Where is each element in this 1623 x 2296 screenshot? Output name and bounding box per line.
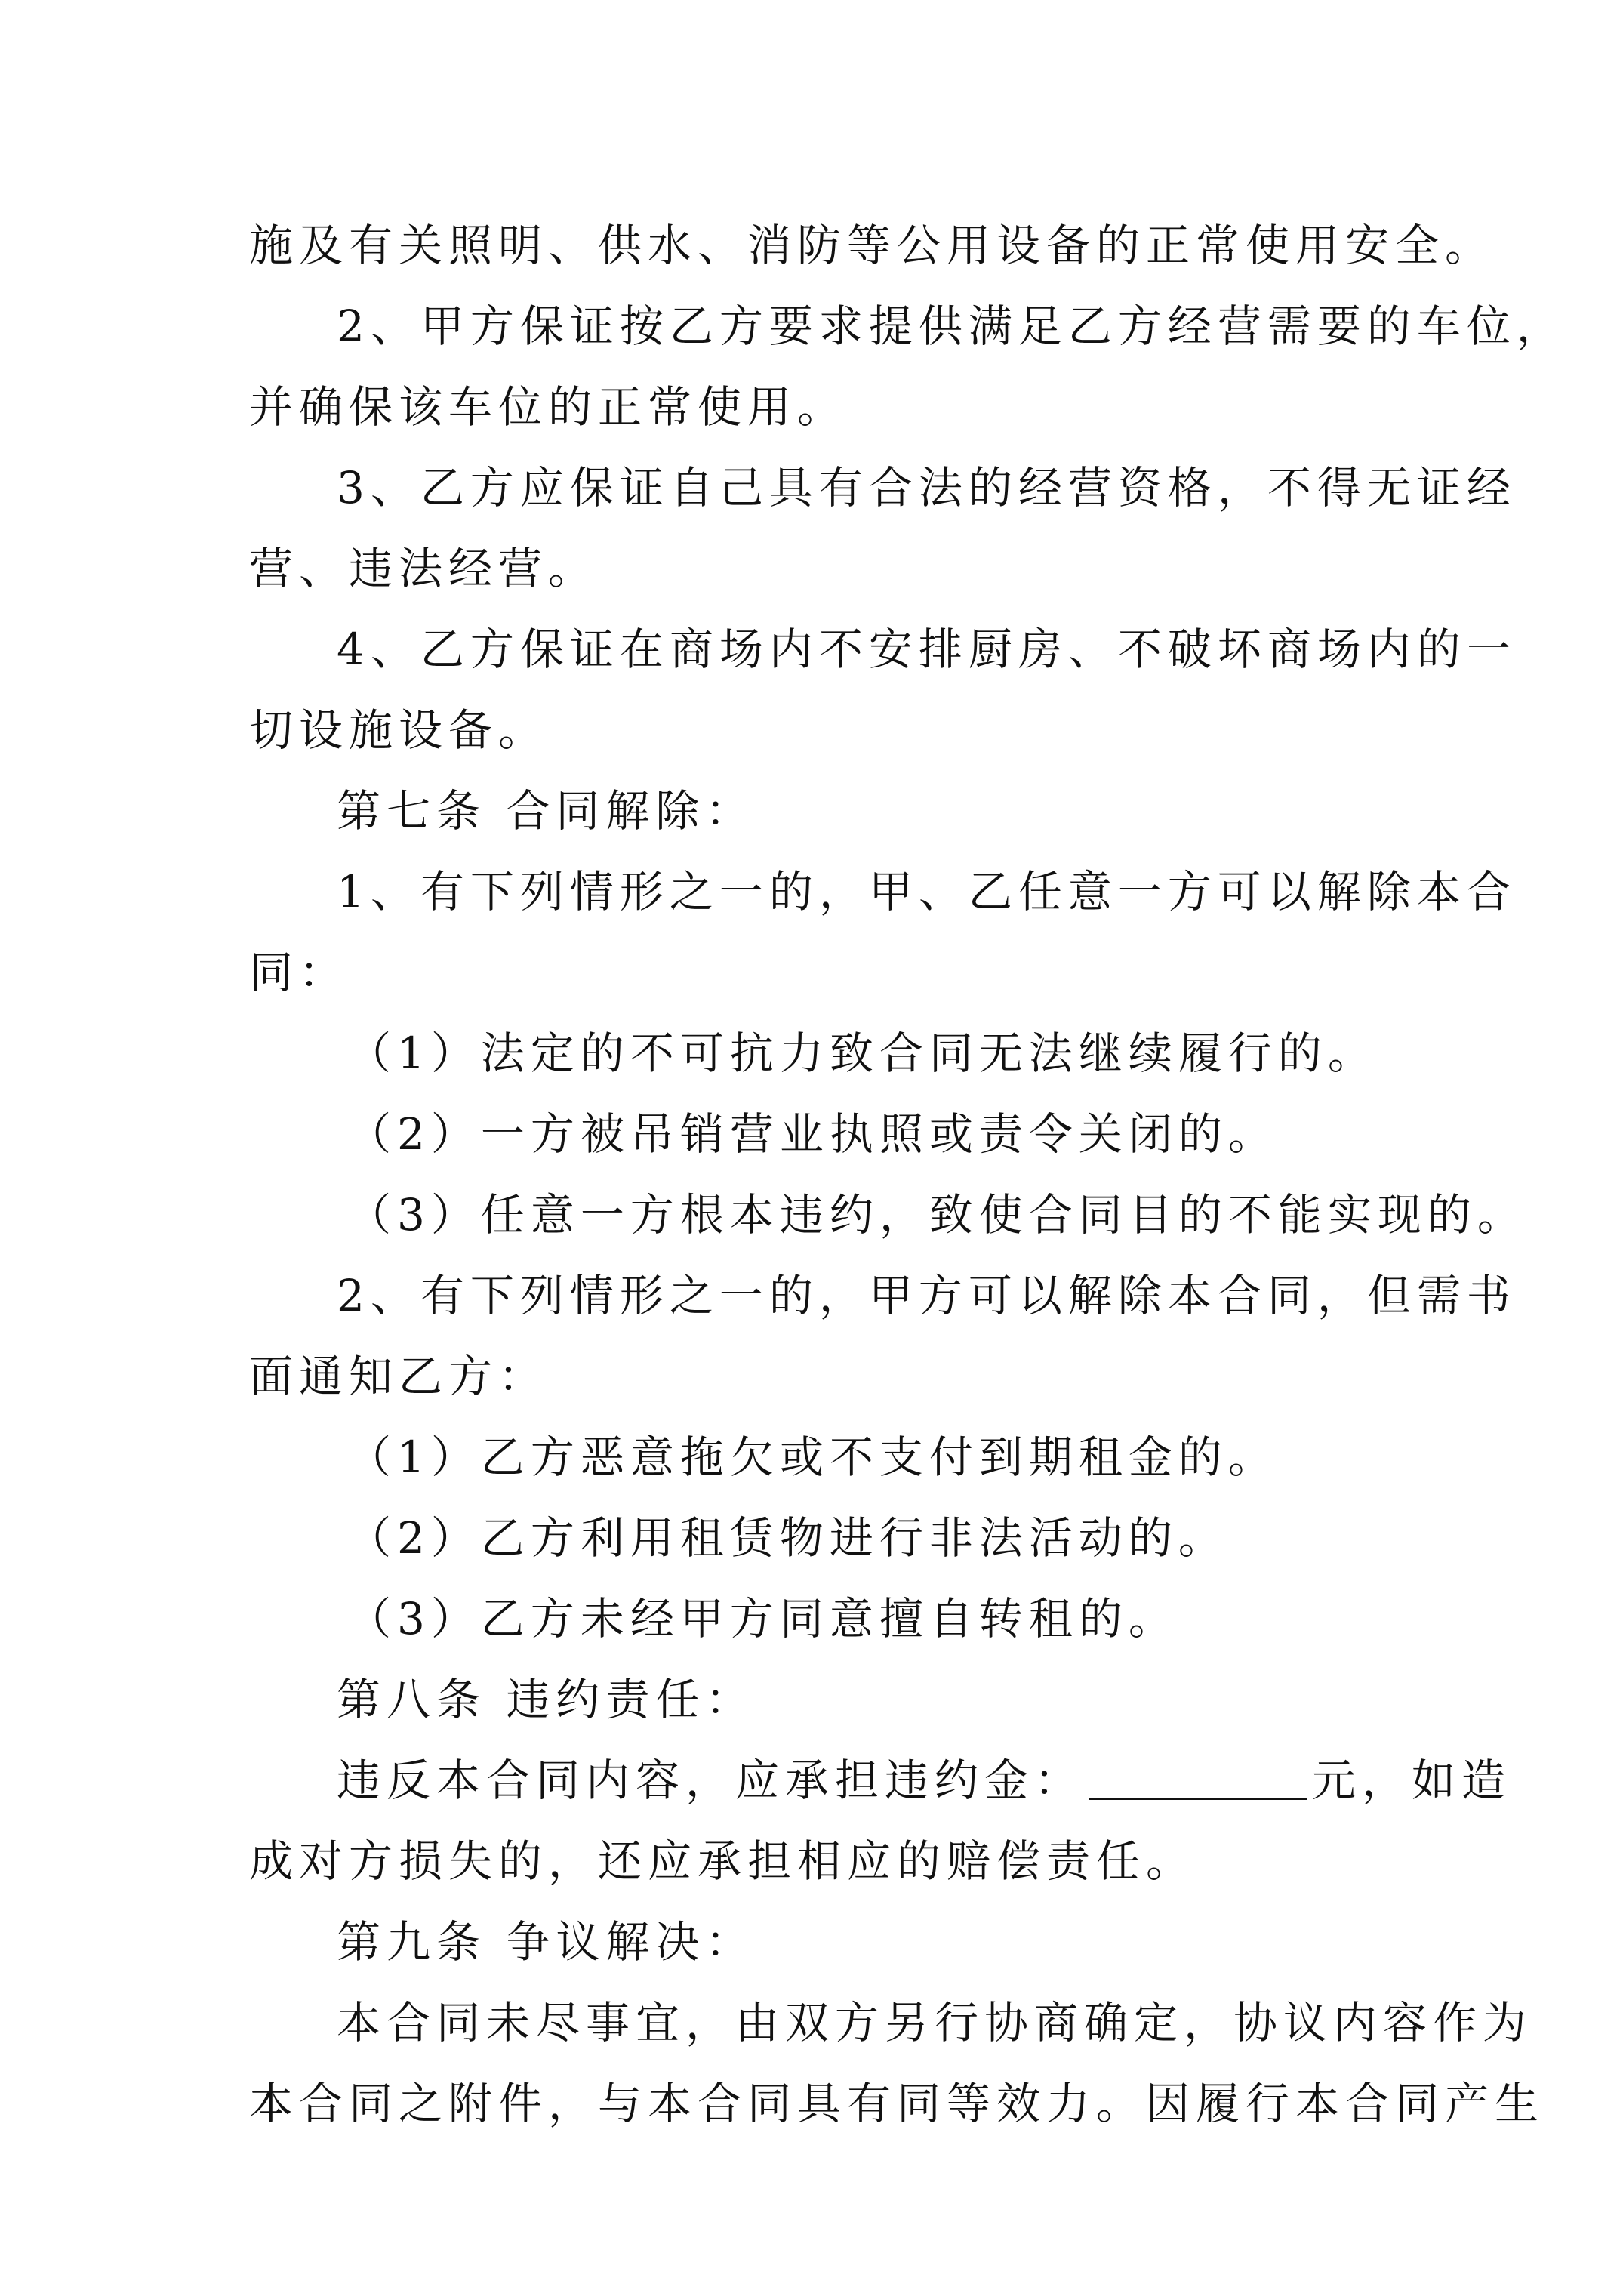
text-line: （2）一方被吊销营业执照或责令关闭的。 [347, 1108, 1278, 1160]
penalty-amount-blank [1089, 1752, 1307, 1800]
text-line: 2、有下列情形之一的，甲方可以解除本合同，但需书 [337, 1270, 1517, 1321]
text-line: 本合同未尽事宜，由双方另行协商确定，协议内容作为 [337, 1997, 1533, 2048]
document-body [249, 205, 1566, 2144]
text-line: 1、有下列情形之一的，甲、乙任意一方可以解除本合 [337, 866, 1517, 917]
text-line: （2）乙方利用租赁物进行非法活动的。 [347, 1512, 1228, 1564]
penalty-line [249, 1740, 1512, 1821]
text-line: 面通知乙方： [249, 1351, 549, 1402]
text-line: 本合同之附件，与本合同具有同等效力。因履行本合同产生 [249, 2078, 1545, 2129]
text-line: 第八条 违约责任： [337, 1674, 756, 1725]
text-line: 3、乙方应保证自己具有合法的经营资格，不得无证经 [337, 462, 1517, 513]
text-line: 4、乙方保证在商场内不安排厨房、不破坏商场内的一 [337, 624, 1517, 675]
text-line: 同： [249, 947, 350, 998]
text-line: （1）乙方恶意拖欠或不支付到期租金的。 [347, 1432, 1278, 1483]
text-line: 成对方损失的，还应承担相应的赔偿责任。 [249, 1835, 1196, 1887]
penalty-text-before: 违反本合同内容，应承担违约金： [337, 1755, 1085, 1806]
text-line: 并确保该车位的正常使用。 [249, 381, 848, 433]
text-line: （3）任意一方根本违约，致使合同目的不能实现的。 [347, 1189, 1527, 1240]
text-line: 切设施设备。 [249, 704, 549, 756]
paragraph-group-bottom [249, 1821, 1545, 2144]
text-line: 营、违法经营。 [249, 543, 599, 594]
text-line: 第七条 合同解除： [337, 785, 756, 837]
text-line: 第九条 争议解决： [337, 1916, 756, 1968]
paragraph-group-top [249, 205, 1566, 1740]
text-line: （3）乙方未经甲方同意擅自转租的。 [347, 1593, 1178, 1644]
text-line: 施及有关照明、供水、消防等公用设备的正常使用安全。 [249, 220, 1495, 271]
text-line: 2、甲方保证按乙方要求提供满足乙方经营需要的车位， [337, 300, 1566, 352]
penalty-text-after: 元，如造 [1312, 1755, 1512, 1806]
text-line: （1）法定的不可抗力致合同无法继续履行的。 [347, 1028, 1378, 1079]
